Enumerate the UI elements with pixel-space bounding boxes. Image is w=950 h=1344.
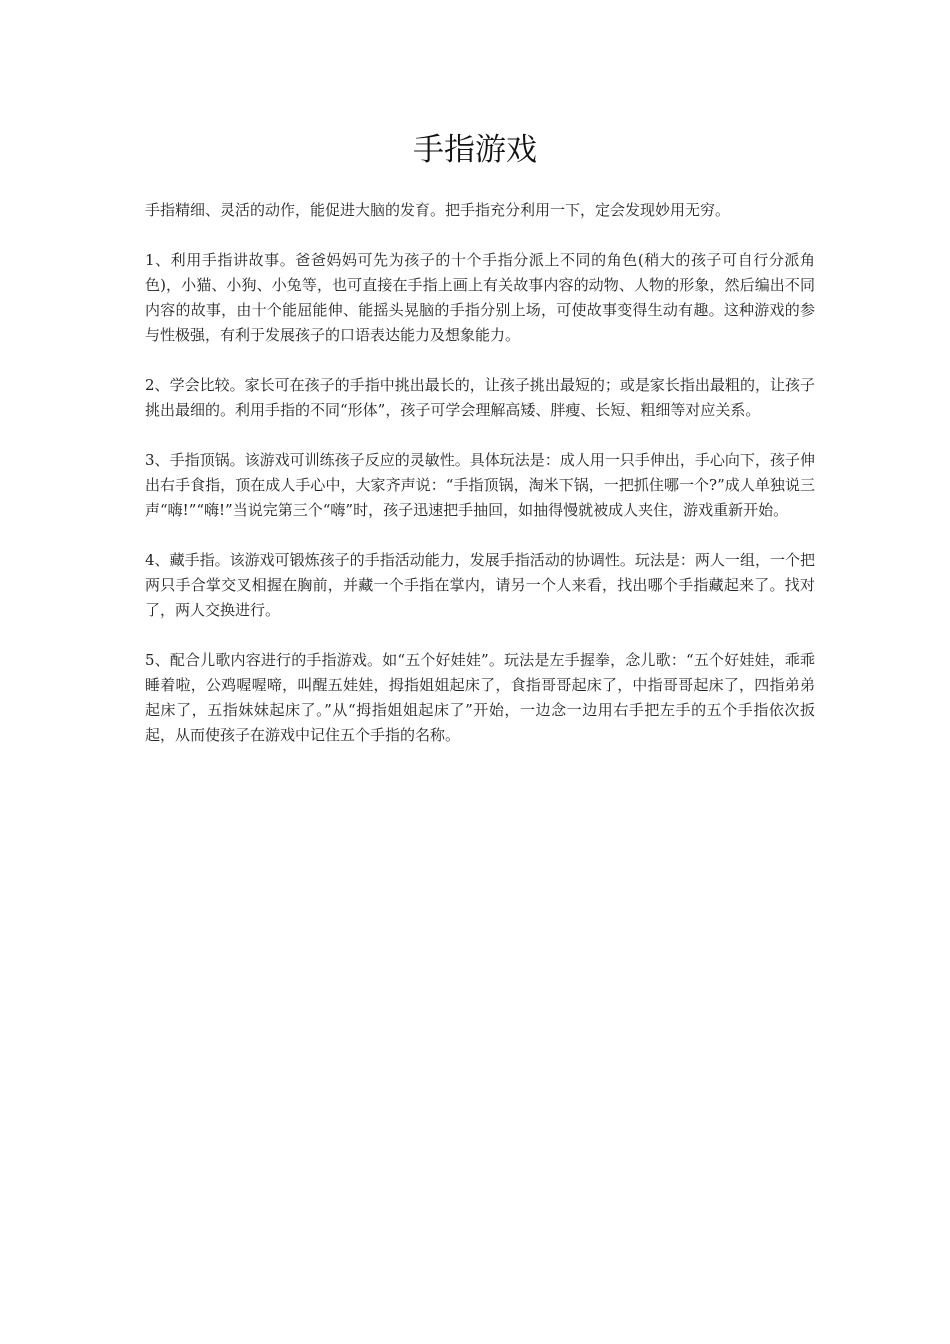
paragraph-3: 3、手指顶锅。该游戏可训练孩子反应的灵敏性。具体玩法是：成人用一只手伸出，手心向下，孩子伸出右手食指，顶在成人手心中，大家齐声说：“手指顶锅，淘米下锅，一把抓住哪一个?”成人单独说三声“嗨!”“嗨!”当说完第三个“嗨”时，孩子迅速把手抽回，如抽得慢就被成人夹住，游戏重新开始。 bbox=[145, 451, 815, 519]
document-title: 手指游戏 bbox=[413, 132, 537, 168]
paragraph-5: 5、配合儿歌内容进行的手指游戏。如“五个好娃娃”。玩法是左手握拳，念儿歌：“五个好娃娃，乖乖睡着啦，公鸡喔喔啼，叫醒五娃娃，拇指姐姐起床了，食指哥哥起床了，中指哥哥起床了，四指弟弟起床了，五指妹妹起床了。”从“拇指姐姐起床了”开始，一边念一边用右手把左手的五个手指依次扳起，从而使孩子在游戏中记住五个手指的名称。 bbox=[145, 651, 815, 744]
document-body bbox=[145, 198, 815, 773]
intro-paragraph: 手指精细、灵活的动作，能促进大脑的发育。把手指充分利用一下，定会发现妙用无穷。 bbox=[145, 201, 731, 219]
paragraph-4: 4、藏手指。该游戏可锻炼孩子的手指活动能力，发展手指活动的协调性。玩法是：两人一组，一个把两只手合掌交叉相握在胸前，并藏一个手指在掌内，请另一个人来看，找出哪个手指藏起来了。找对了，两人交换进行。 bbox=[145, 551, 815, 619]
paragraph-1: 1、利用手指讲故事。爸爸妈妈可先为孩子的十个手指分派上不同的角色(稍大的孩子可自行分派角色)，小猫、小狗、小兔等，也可直接在手指上画上有关故事内容的动物、人物的形象，然后编出不同内容的故事，由十个能屈能伸、能摇头晃脑的手指分别上场，可使故事变得生动有趣。这种游戏的参与性极强，有利于发展孩子的口语表达能力及想象能力。 bbox=[145, 251, 815, 344]
paragraph-2: 2、学会比较。家长可在孩子的手指中挑出最长的，让孩子挑出最短的；或是家长指出最粗的，让孩子挑出最细的。利用手指的不同“形体”，孩子可学会理解高矮、胖瘦、长短、粗细等对应关系。 bbox=[145, 376, 815, 419]
